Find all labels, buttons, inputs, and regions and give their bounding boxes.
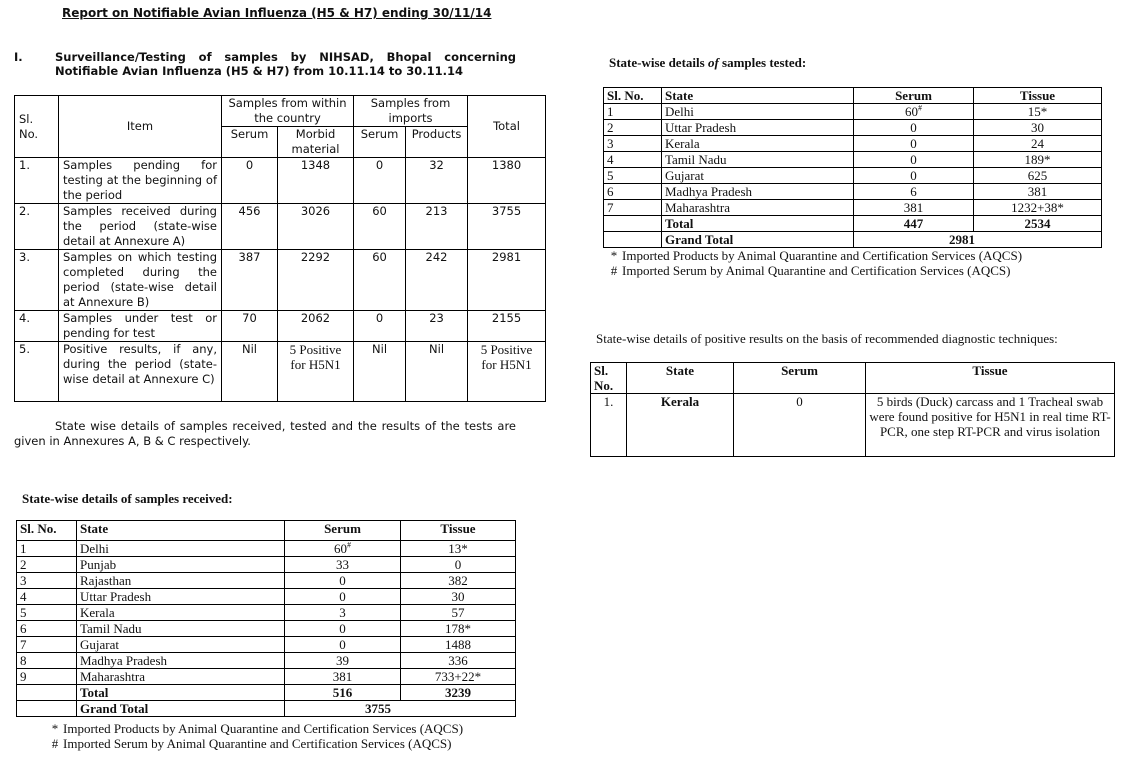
tested-footnotes — [606, 248, 1022, 278]
cell-import-serum: 60 — [354, 204, 406, 250]
cell-sl: 4 — [604, 152, 662, 168]
tested-heading — [609, 55, 806, 71]
serum-value: 60 — [905, 104, 918, 119]
cell-tissue: 381 — [974, 184, 1102, 200]
cell-serum — [285, 653, 401, 669]
footnote-mark: * — [610, 248, 618, 263]
cell-state: Delhi — [77, 541, 285, 557]
table-row — [17, 541, 516, 557]
total-label: Total — [662, 216, 854, 232]
cell-sl: 7 — [17, 637, 77, 653]
positive-heading: State-wise details of positive results on the basis of recommended diagnostic techniques: — [596, 331, 1058, 346]
cell-state: Kerala — [627, 394, 734, 457]
cell-tissue: 5 birds (Duck) carcass and 1 Tracheal swab were found positive for H5N1 in real time RT-PCR, one step RT-PCR and virus isolation — [866, 394, 1115, 457]
header-import-serum: Serum — [354, 127, 406, 158]
grand-total-value: 3755 — [285, 701, 516, 717]
cell-morbid: 1348 — [278, 158, 354, 204]
total-blank — [604, 216, 662, 232]
serum-value: 0 — [339, 573, 346, 588]
section-number: I. — [14, 50, 23, 64]
cell-serum — [854, 104, 974, 120]
cell-sl: 5. — [15, 342, 59, 402]
cell-sl: 5 — [604, 168, 662, 184]
cell-serum — [285, 573, 401, 589]
cell-sl: 3. — [15, 250, 59, 311]
cell-state: Rajasthan — [77, 573, 285, 589]
footnote-mark: # — [610, 263, 618, 278]
cell-sl: 5 — [17, 605, 77, 621]
cell-total: 2981 — [468, 250, 546, 311]
table-row — [604, 136, 1102, 152]
serum-value: 33 — [336, 557, 349, 572]
serum-mark: # — [918, 103, 922, 113]
cell-products: 242 — [406, 250, 468, 311]
total-tissue: 3239 — [401, 685, 516, 701]
cell-serum — [854, 136, 974, 152]
cell-serum: Nil — [222, 342, 278, 402]
cell-serum — [285, 621, 401, 637]
cell-products: Nil — [406, 342, 468, 402]
serum-value: 0 — [910, 136, 917, 151]
cell-tissue: 625 — [974, 168, 1102, 184]
cell-serum: 387 — [222, 250, 278, 311]
cell-morbid: 2292 — [278, 250, 354, 311]
table-row — [17, 637, 516, 653]
footnote — [606, 248, 1022, 263]
serum-value: 0 — [910, 168, 917, 183]
table-row — [17, 589, 516, 605]
cell-item: Samples pending for testing at the beginning of the period — [59, 158, 222, 204]
cell-tissue: 178* — [401, 621, 516, 637]
serum-mark: # — [347, 540, 351, 550]
cell-item: Samples received during the period (state-wise detail at Annexure A) — [59, 204, 222, 250]
tested-heading-pre: State-wise details — [609, 55, 708, 70]
cell-tissue: 30 — [401, 589, 516, 605]
serum-value: 0 — [339, 637, 346, 652]
serum-value: 381 — [903, 200, 924, 215]
cell-serum: 456 — [222, 204, 278, 250]
footnote-mark: # — [51, 736, 59, 751]
table-row — [17, 669, 516, 685]
header-tissue: Tissue — [974, 88, 1102, 104]
received-heading: State-wise details of samples received: — [22, 491, 233, 506]
table-row — [15, 250, 546, 311]
footnote-text: Imported Products by Animal Quarantine and Certification Services (AQCS) — [63, 721, 464, 736]
tested-heading-post: samples tested: — [718, 55, 807, 70]
footnote — [47, 736, 463, 751]
table-row — [604, 104, 1102, 120]
cell-total: 2155 — [468, 311, 546, 342]
cell-sl: 9 — [17, 669, 77, 685]
cell-state: Tamil Nadu — [662, 152, 854, 168]
cell-sl: 2 — [604, 120, 662, 136]
cell-sl: 1 — [604, 104, 662, 120]
cell-state: Kerala — [77, 605, 285, 621]
cell-morbid: 2062 — [278, 311, 354, 342]
cell-tissue: 0 — [401, 557, 516, 573]
cell-item: Positive results, if any, during the period (state-wise detail at Annexure C) — [59, 342, 222, 402]
header-tissue: Tissue — [401, 521, 516, 541]
table-row — [591, 394, 1115, 457]
cell-tissue: 336 — [401, 653, 516, 669]
cell-total: 5 Positive for H5N1 — [468, 342, 546, 402]
cell-state: Tamil Nadu — [77, 621, 285, 637]
table-row — [17, 557, 516, 573]
header-serum: Serum — [222, 127, 278, 158]
cell-sl: 4 — [17, 589, 77, 605]
header-imports: Samples from imports — [354, 96, 468, 127]
cell-serum — [854, 200, 974, 216]
cell-sl: 2. — [15, 204, 59, 250]
serum-value: 6 — [910, 184, 917, 199]
received-footnotes — [47, 721, 463, 751]
table-row — [15, 342, 546, 402]
header-within-country: Samples from within the country — [222, 96, 354, 127]
cell-state: Maharashtra — [77, 669, 285, 685]
cell-item: Samples under test or pending for test — [59, 311, 222, 342]
cell-serum — [854, 152, 974, 168]
cell-sl: 3 — [17, 573, 77, 589]
total-serum: 447 — [854, 216, 974, 232]
table-row — [604, 152, 1102, 168]
header-sl: Sl. No. — [15, 96, 59, 158]
cell-serum: 70 — [222, 311, 278, 342]
cell-serum — [285, 669, 401, 685]
header-products: Products — [406, 127, 468, 158]
table-row — [17, 573, 516, 589]
header-total: Total — [468, 96, 546, 158]
cell-import-serum: 60 — [354, 250, 406, 311]
positive-table — [590, 362, 1115, 457]
cell-tissue: 1232+38* — [974, 200, 1102, 216]
cell-products: 213 — [406, 204, 468, 250]
section-heading: Surveillance/Testing of samples by NIHSAD, Bhopal concerning Notifiable Avian Influenza (H5 & H7) from 10.11.14 to 30.11.14 — [55, 50, 516, 78]
cell-morbid: 3026 — [278, 204, 354, 250]
cell-serum: 0 — [222, 158, 278, 204]
total-label: Total — [77, 685, 285, 701]
table-row — [15, 204, 546, 250]
header-sl: Sl. No. — [17, 521, 77, 541]
tested-table — [603, 87, 1102, 248]
cell-state: Maharashtra — [662, 200, 854, 216]
cell-products: 32 — [406, 158, 468, 204]
table-row — [604, 184, 1102, 200]
header-serum: Serum — [285, 521, 401, 541]
cell-sl: 6 — [17, 621, 77, 637]
cell-tissue: 24 — [974, 136, 1102, 152]
serum-value: 60 — [334, 541, 347, 556]
cell-item: Samples on which testing completed during the period (state-wise detail at Annexure B) — [59, 250, 222, 311]
header-morbid: Morbid material — [278, 127, 354, 158]
cell-tissue: 1488 — [401, 637, 516, 653]
cell-tissue: 13* — [401, 541, 516, 557]
header-state: State — [662, 88, 854, 104]
header-item: Item — [59, 96, 222, 158]
grand-total-label: Grand Total — [662, 232, 854, 248]
cell-serum: 0 — [734, 394, 866, 457]
serum-value: 0 — [910, 152, 917, 167]
cell-state: Punjab — [77, 557, 285, 573]
cell-serum — [285, 589, 401, 605]
cell-sl: 1. — [15, 158, 59, 204]
serum-value: 381 — [332, 669, 353, 684]
cell-serum — [285, 605, 401, 621]
grand-blank — [604, 232, 662, 248]
table-row — [17, 605, 516, 621]
table-row — [15, 158, 546, 204]
total-serum: 516 — [285, 685, 401, 701]
header-serum: Serum — [734, 363, 866, 394]
cell-state: Uttar Pradesh — [77, 589, 285, 605]
header-state: State — [627, 363, 734, 394]
cell-sl: 7 — [604, 200, 662, 216]
footnote-text: Imported Serum by Animal Quarantine and Certification Services (AQCS) — [622, 263, 1011, 278]
cell-sl: 1 — [17, 541, 77, 557]
cell-tissue: 57 — [401, 605, 516, 621]
serum-value: 39 — [336, 653, 349, 668]
cell-tissue: 30 — [974, 120, 1102, 136]
cell-morbid: 5 Positive for H5N1 — [278, 342, 354, 402]
header-state: State — [77, 521, 285, 541]
table-row — [17, 653, 516, 669]
cell-serum — [285, 541, 401, 557]
report-title: Report on Notifiable Avian Influenza (H5 & H7) ending 30/11/14 — [62, 6, 492, 20]
cell-import-serum: 0 — [354, 158, 406, 204]
footnote — [606, 263, 1022, 278]
note-paragraph: State wise details of samples received, tested and the results of the tests are given in Annexures A, B & C respectively. — [14, 419, 516, 448]
footnote-text: Imported Serum by Animal Quarantine and Certification Services (AQCS) — [63, 736, 452, 751]
cell-state: Delhi — [662, 104, 854, 120]
header-tissue: Tissue — [866, 363, 1115, 394]
cell-sl: 1. — [591, 394, 627, 457]
table-row — [604, 120, 1102, 136]
table-row — [15, 311, 546, 342]
cell-products: 23 — [406, 311, 468, 342]
cell-sl: 3 — [604, 136, 662, 152]
cell-sl: 6 — [604, 184, 662, 200]
cell-state: Gujarat — [77, 637, 285, 653]
grand-blank — [17, 701, 77, 717]
cell-serum — [285, 637, 401, 653]
serum-value: 3 — [339, 605, 346, 620]
cell-tissue: 733+22* — [401, 669, 516, 685]
cell-state: Madhya Pradesh — [77, 653, 285, 669]
cell-import-serum: Nil — [354, 342, 406, 402]
surveillance-table — [14, 95, 546, 402]
cell-serum — [854, 120, 974, 136]
footnote — [47, 721, 463, 736]
cell-import-serum: 0 — [354, 311, 406, 342]
grand-total-value: 2981 — [854, 232, 1102, 248]
cell-sl: 2 — [17, 557, 77, 573]
serum-value: 0 — [339, 589, 346, 604]
header-serum: Serum — [854, 88, 974, 104]
cell-state: Madhya Pradesh — [662, 184, 854, 200]
table-row — [17, 621, 516, 637]
cell-tissue: 189* — [974, 152, 1102, 168]
table-row — [604, 168, 1102, 184]
cell-tissue: 15* — [974, 104, 1102, 120]
total-blank — [17, 685, 77, 701]
cell-total: 3755 — [468, 204, 546, 250]
serum-value: 0 — [339, 621, 346, 636]
grand-total-label: Grand Total — [77, 701, 285, 717]
cell-state: Kerala — [662, 136, 854, 152]
header-sl: Sl. No. — [591, 363, 627, 394]
cell-serum — [854, 184, 974, 200]
cell-sl: 8 — [17, 653, 77, 669]
total-tissue: 2534 — [974, 216, 1102, 232]
table-row — [604, 200, 1102, 216]
tested-heading-em: of — [707, 55, 719, 70]
footnote-mark: * — [51, 721, 59, 736]
header-sl: Sl. No. — [604, 88, 662, 104]
cell-total: 1380 — [468, 158, 546, 204]
serum-value: 0 — [910, 120, 917, 135]
cell-sl: 4. — [15, 311, 59, 342]
cell-tissue: 382 — [401, 573, 516, 589]
cell-serum — [854, 168, 974, 184]
received-table — [16, 520, 516, 717]
cell-serum — [285, 557, 401, 573]
cell-state: Gujarat — [662, 168, 854, 184]
footnote-text: Imported Products by Animal Quarantine and Certification Services (AQCS) — [622, 248, 1023, 263]
cell-state: Uttar Pradesh — [662, 120, 854, 136]
